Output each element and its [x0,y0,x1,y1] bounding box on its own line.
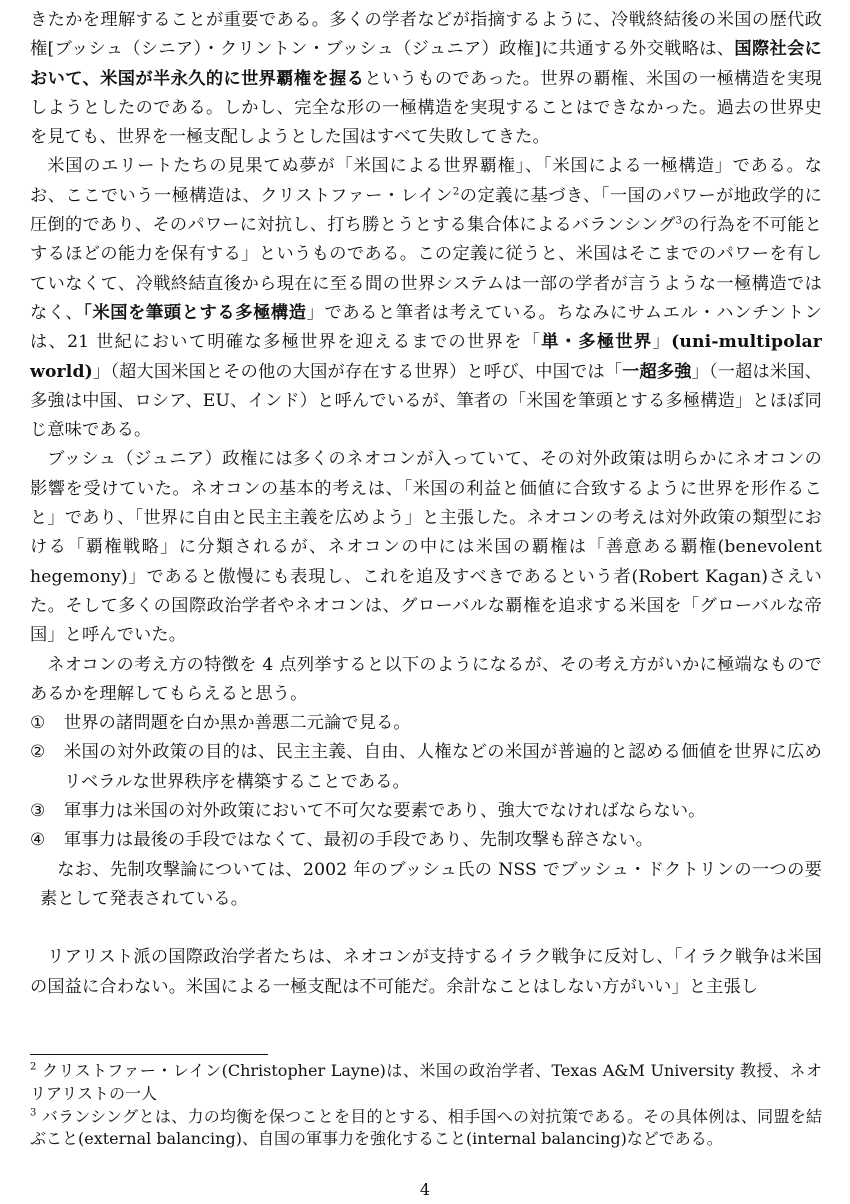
paragraph-1-text-a: きたかを理解することが重要である。多くの学者などが指摘するように、冷戦終結後の米国の歴代政権[ブッシュ（シニア）・クリントン・ブッシュ（ジュニア）政権]に共通する外交戦略は、 [30,10,822,60]
footnote-number: 3 [30,1107,37,1119]
paragraph-2-text-5: 」 [652,332,672,353]
list-item-number: ④ [30,830,46,851]
paragraph-2 [30,152,822,445]
paragraph-2-text-2: の定義に基づき、「一国のパワーが地政学的に圧倒的であり、そのパワーに対抗し、打ち勝とうとする集合体によるバランシング [30,185,822,236]
list-item [30,738,822,797]
paragraph-2-bold-3: (uni-multipolar world) [30,332,823,382]
body-text [30,6,822,1002]
footnote-ref-2: 2 [452,186,460,198]
neocon-features-list [30,709,822,855]
paragraph-2-bold-4: 一超多強 [622,361,692,382]
list-item-text: 米国の対外政策の目的は、民主主義、自由、人権などの米国が普遍的と認める価値を世界に広めリベラルな世界秩序を構築することである。 [64,742,822,792]
paragraph-5: なお、先制攻撃論については、2002 年のブッシュ氏の NSS でブッシュ・ドクトリンの一つの要素として発表されている。 [40,859,822,909]
paragraph-2-text-4: 」であると筆者は考えている。ちなみにサムエル・ハンチントンは、21 世紀において明確な多極世界を迎えるまでの世界を「 [30,302,822,353]
paragraph-2-text-1: 米国のエリートたちの見果てぬ夢が「米国による世界覇権」、「米国による一極構造」である。なお、ここでいう一極構造は、クリストファー・レイン [30,156,822,206]
list-item-number: ① [30,713,46,734]
paragraph-6: リアリスト派の国際政治学者たちは、ネオコンが支持するイラク戦争に反対し、「イラク戦争は米国の国益に合わない。米国による一極支配は不可能だ。余計なことはしない方がいい」と主張し [30,947,822,997]
list-item-text: 世界の諸問題を白か黒か善悪二元論で見る。 [64,713,411,734]
paragraph-1-bold: 国際社会において、米国が半永久的に世界覇権を握る [30,39,822,89]
list-item-number: ③ [30,801,46,822]
paragraph-2-text-3: の行為を不可能とするほどの能力を保有する」というものである。この定義に従うと、米国はそこまでのパワーを有していなくて、冷戦終結直後から現在に至る間の世界システムは一部の学者が言うような一極構造ではなく、 [30,215,822,323]
list-item [30,709,822,738]
footnote-text: クリストファー・レイン(Christopher Layne)は、米国の政治学者、Texas A&M University 教授、ネオリアリストの一人 [30,1061,822,1103]
footnote-text: バランシングとは、力の均衡を保つことを目的とする、相手国への対抗策である。その具体例は、同盟を結ぶこと(external balancing)、自国の軍事力を強化すること(internal balancing)などである。 [30,1106,823,1149]
footnote-3 [30,1106,822,1152]
paragraph-1 [30,6,822,152]
list-item-number: ② [30,742,46,763]
footnotes [30,1060,822,1151]
footnote-ref-3: 3 [675,215,683,227]
footnote-divider [30,1054,268,1055]
paragraph-3: ブッシュ（ジュニア）政権には多くのネオコンが入っていて、その対外政策は明らかにネオコンの影響を受けていた。ネオコンの基本的考えは、「米国の利益と価値に合致するように世界を形作ること」であり、「世界に自由と民主主義を広めよう」と主張した。ネオコンの考えは対外政策の類型における「覇権戦略」に分類されるが、ネオコンの中には米国の覇権は「善意ある覇権(benevolent hegemony)」であると傲慢にも表現し、これを追及すべきであるという者(Robert Kagan)さえいた。そして多くの国際政治学者やネオコンは、グローバルな覇権を追求する米国を「グローバルな帝国」と呼んでいた。 [30,449,822,646]
list-item-text: 軍事力は最後の手段ではなくて、最初の手段であり、先制攻撃も辞さない。 [64,830,654,851]
paragraph-1-text-b: というものであった。世界の覇権、米国の一極構造を実現しようとしたのである。しかし、完全な形の一極構造を実現することはできなかった。過去の世界史を見ても、世界を一極支配しようとした国はすべて失敗してきた。 [30,68,822,148]
paragraph-2-text-6: 」（超大国米国とその他の大国が存在する世界）と呼び、中国では「 [92,361,623,382]
paragraph-2-bold-1: 「米国を筆頭とする多極構造 [83,302,307,323]
page-number: 4 [419,1180,431,1199]
paragraph-4: ネオコンの考え方の特徴を 4 点列挙すると以下のようになるが、その考え方がいかに極端なものであるかを理解してもらえると思う。 [30,654,822,704]
footnote-number: 2 [30,1061,37,1073]
list-item-text: 軍事力は米国の対外政策において不可欠な要素であり、強大でなければならない。 [64,801,706,822]
list-item [30,797,822,826]
paragraph-2-bold-2: 単・多極世界 [541,332,653,353]
paragraph-2-text-7: 」（一超は米国、多強は中国、ロシア、EU、インド）と呼んでいるが、筆者の「米国を筆頭とする多極構造」とほぼ同じ意味である。 [30,361,822,441]
list-item [30,826,822,855]
footnote-2 [30,1060,822,1106]
